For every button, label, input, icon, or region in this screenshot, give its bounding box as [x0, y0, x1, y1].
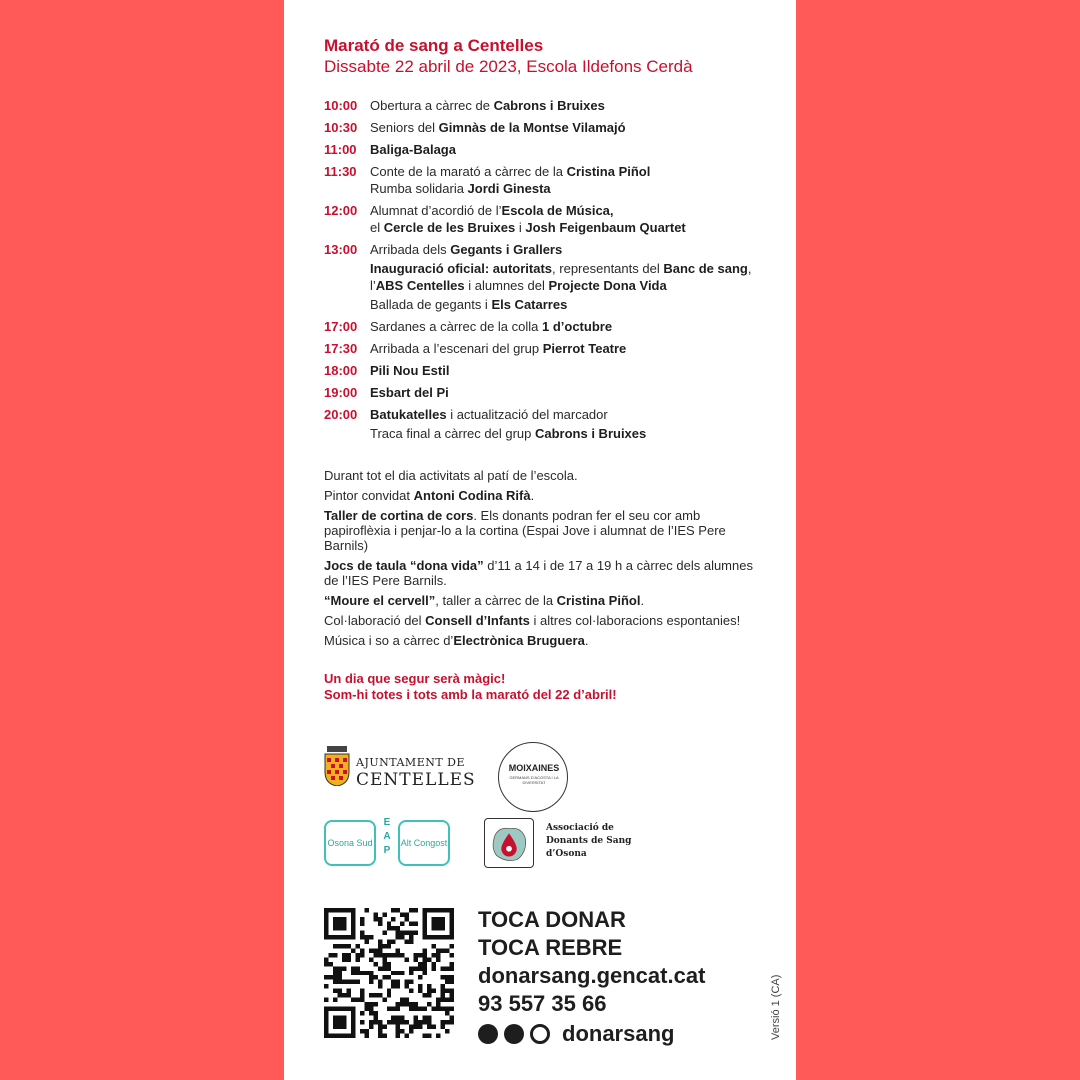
schedule-row [324, 119, 764, 138]
extra-activity [324, 613, 764, 628]
bold-text: Jocs de taula “dona vida” [324, 558, 484, 573]
text: . [530, 488, 535, 503]
website-link[interactable]: donarsang.gencat.cat [478, 963, 706, 988]
bold-text: “Moure el cervell” [324, 593, 436, 608]
flyer-content [324, 36, 764, 703]
ajuntament-centelles-logo [324, 742, 474, 792]
bold-text: ABS Centelles [375, 278, 465, 293]
schedule-time: 17:00 [324, 319, 358, 334]
schedule-activity [370, 97, 764, 114]
schedule-activities [370, 406, 764, 444]
schedule-activity [370, 362, 764, 379]
bold-text: Cristina Piñol [556, 593, 641, 608]
text: Música i so a càrrec d’ [324, 633, 454, 648]
text: el [370, 220, 384, 235]
contact-block [478, 906, 705, 1048]
moixaines-logo-subtitle: GERMANS D’ACOSTA I LA DIVERSITAT [509, 775, 559, 785]
schedule-time: 11:30 [324, 164, 357, 179]
bold-text: Consell d’Infants [425, 613, 530, 628]
moixaines-logo-title: MOIXAINES [508, 763, 560, 773]
bold-text: Electrònica Bruguera [453, 633, 585, 648]
facebook-icon[interactable] [504, 1024, 524, 1044]
schedule-row [324, 163, 764, 199]
text: i actualització del marcador [446, 407, 608, 422]
schedule-row [324, 406, 764, 444]
text: . [640, 593, 645, 608]
schedule-row [324, 97, 764, 116]
adso-line-3: d’Osona [546, 849, 587, 859]
extra-activity [324, 633, 764, 648]
adso-line-2: Donants de Sang [546, 836, 632, 846]
bold-text: Banc de sang [663, 261, 748, 276]
bold-text: Baliga-Balaga [370, 142, 456, 157]
text: Sardanes a càrrec de la colla [370, 319, 542, 334]
text: , l’ [370, 261, 752, 293]
extra-activity [324, 593, 764, 608]
page-title: Marató de sang a Centelles [324, 36, 544, 55]
instagram-icon[interactable] [530, 1024, 550, 1044]
extra-activity [324, 488, 764, 503]
schedule-row [324, 340, 764, 359]
schedule-activity [370, 241, 764, 258]
eap-osona-sud: Osona Sud [324, 820, 376, 866]
schedule-activity [370, 406, 764, 423]
centelles-logo-line-1: AJUNTAMENT DE [356, 756, 466, 769]
bold-text: Antoni Codina Rifà [413, 488, 531, 503]
eap-letters: E A P [383, 817, 391, 856]
text: Arribada dels [370, 242, 451, 257]
moixaines-logo [498, 742, 568, 812]
slogan [324, 671, 764, 703]
text: . [584, 633, 589, 648]
text: Obertura a càrrec de [370, 98, 494, 113]
bold-text: Jordi Ginesta [467, 181, 551, 196]
social-handle[interactable]: donarsang [562, 1021, 675, 1046]
extra-activity [324, 508, 764, 553]
bold-text: Esbart del Pi [370, 385, 449, 400]
schedule-activity [370, 384, 764, 401]
bold-text: Projecte Dona Vida [548, 278, 667, 293]
schedule-activity [370, 296, 764, 313]
social-row [478, 1020, 705, 1048]
version-label: Versió 1 (CA) [770, 974, 782, 1040]
bold-text: Escola de Música, [501, 203, 614, 218]
schedule-activity [370, 260, 764, 294]
shield-icon [324, 746, 350, 786]
schedule-activity [370, 318, 764, 335]
bold-text: Pili Nou Estil [370, 363, 450, 378]
schedule-activities [370, 362, 764, 381]
text: Traca final a càrrec del grup [370, 426, 535, 441]
schedule-list [324, 97, 764, 444]
bold-text: Batukatelles [370, 407, 447, 422]
centelles-logo-line-2: CENTELLES [356, 770, 476, 790]
text: i alumnes del [464, 278, 549, 293]
blood-drop-icon [484, 818, 534, 868]
text: Conte de la marató a càrrec de la [370, 164, 567, 179]
schedule-activities [370, 384, 764, 403]
text: Alumnat d’acordió de l’ [370, 203, 502, 218]
schedule-activity [370, 425, 764, 442]
twitter-icon[interactable] [478, 1024, 498, 1044]
schedule-row [324, 141, 764, 160]
schedule-time: 10:00 [324, 98, 358, 113]
toca-rebre: TOCA REBRE [478, 935, 623, 960]
schedule-time: 19:00 [324, 385, 358, 400]
bold-text: Taller de cortina de cors [324, 508, 474, 523]
bold-text: Inauguració oficial: autoritats [370, 261, 553, 276]
text: , representants del [552, 261, 664, 276]
schedule-activities [370, 340, 764, 359]
flyer-sheet [284, 0, 796, 1080]
event-date-venue: Dissabte 22 abril de 2023, Escola Ildefons Cerdà [324, 57, 693, 76]
text: i altres col·laboracions espontanies! [529, 613, 741, 628]
text: Durant tot el dia activitats al patí de l’escola. [324, 468, 578, 483]
qr-code[interactable] [324, 908, 454, 1038]
schedule-row [324, 318, 764, 337]
text: . Els donants podran fer el seu cor amb papiroflèxia i penjar-lo a la cortina (Espai Jove i alumnat de l’IES Pere Barnils) [324, 508, 726, 553]
text: i [515, 220, 526, 235]
bold-text: Cristina Piñol [566, 164, 651, 179]
schedule-activities [370, 163, 764, 199]
schedule-row [324, 362, 764, 381]
extra-activity [324, 558, 764, 588]
schedule-time: 10:30 [324, 120, 358, 135]
bold-text: Josh Feigenbaum Quartet [525, 220, 686, 235]
phone-number[interactable]: 93 557 35 66 [478, 991, 607, 1016]
schedule-time: 11:00 [324, 142, 357, 157]
schedule-time: 18:00 [324, 363, 358, 378]
schedule-row [324, 202, 764, 238]
bold-text: Gegants i Grallers [450, 242, 563, 257]
extra-activity [324, 468, 764, 483]
schedule-row [324, 241, 764, 315]
text: Rumba solidaria [370, 181, 468, 196]
sponsor-logos [324, 742, 644, 882]
slogan-line-2: Som-hi totes i tots amb la marató del 22 d’abril! [324, 687, 617, 702]
schedule-activities [370, 241, 764, 315]
text: Seniors del [370, 120, 439, 135]
schedule-activity [370, 163, 764, 197]
schedule-activity [370, 202, 764, 236]
schedule-activities [370, 119, 764, 138]
toca-donar: TOCA DONAR [478, 907, 626, 932]
schedule-time: 20:00 [324, 407, 358, 422]
bold-text: Cabrons i Bruixes [493, 98, 605, 113]
text: Pintor convidat [324, 488, 414, 503]
bold-text: Cabrons i Bruixes [534, 426, 647, 441]
bold-text: Gimnàs de la Montse Vilamajó [438, 120, 626, 135]
schedule-activities [370, 202, 764, 238]
schedule-time: 17:30 [324, 341, 358, 356]
eap-logo [324, 816, 450, 872]
schedule-time: 12:00 [324, 203, 358, 218]
schedule-activity [370, 141, 764, 158]
schedule-activities [370, 141, 764, 160]
eap-alt-congost: Alt Congost [398, 820, 450, 866]
bold-text: 1 d’octubre [541, 319, 613, 334]
text: Ballada de gegants i [370, 297, 492, 312]
schedule-activities [370, 97, 764, 116]
schedule-row [324, 384, 764, 403]
extras-list [324, 468, 764, 648]
bold-text: Cercle de les Bruixes [383, 220, 516, 235]
associacio-donants-text [546, 822, 631, 861]
schedule-time: 13:00 [324, 242, 358, 257]
text: Arribada a l’escenari del grup [370, 341, 543, 356]
schedule-activity [370, 340, 764, 357]
text: , taller a càrrec de la [435, 593, 557, 608]
adso-line-1: Associació de [546, 823, 614, 833]
text: Col·laboració del [324, 613, 426, 628]
schedule-activity [370, 119, 764, 136]
slogan-line-1: Un dia que segur serà màgic! [324, 671, 506, 686]
schedule-activities [370, 318, 764, 337]
text: d’11 a 14 i de 17 a 19 h a càrrec dels alumnes de l’IES Pere Barnils. [324, 558, 753, 588]
bold-text: Els Catarres [491, 297, 568, 312]
associacio-donants-logo [484, 816, 644, 870]
bold-text: Pierrot Teatre [542, 341, 627, 356]
